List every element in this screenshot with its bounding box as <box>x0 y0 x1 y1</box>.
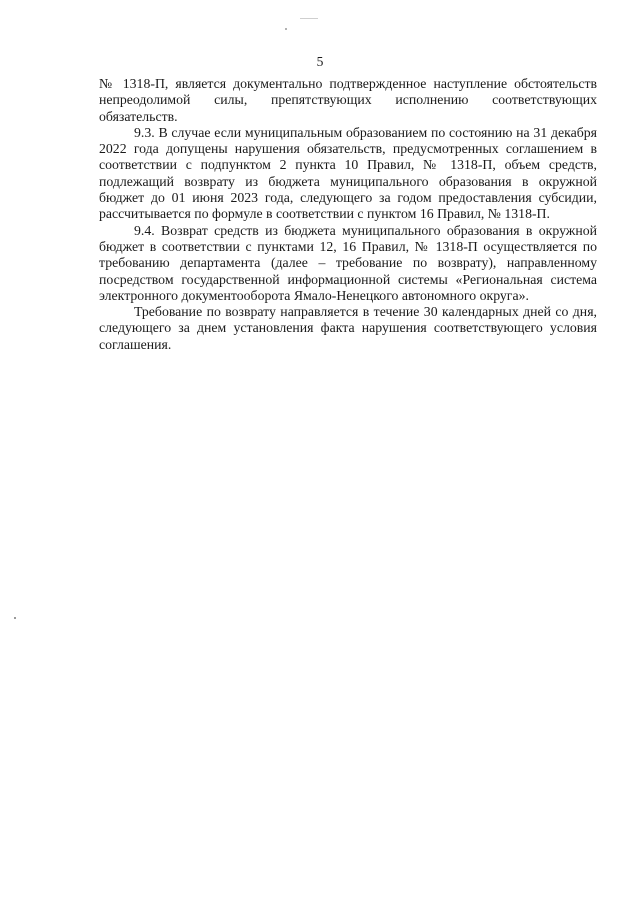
page-number: 5 <box>316 54 324 69</box>
scan-artifact-dot <box>14 617 16 619</box>
document-body <box>99 76 597 353</box>
paragraph-demand-term: Требование по возврату направляется в течение 30 календарных дней со дня, следующего за днем установления факта нарушения соответствующего условия соглашения. <box>99 304 597 352</box>
paragraph-9-4: 9.4. Возврат средств из бюджета муниципального образования в окружной бюджет в соответствии с пунктами 12, 16 Правил, № 1318-П осуществляется по требованию департамента (далее – требование по возврату), направленному посредством государственной информационной системы «Региональная система электронного документооборота Ямало-Ненецкого автономного округа». <box>99 222 597 303</box>
paragraph-9-3: 9.3. В случае если муниципальным образованием по состоянию на 31 декабря 2022 года допущены нарушения обязательств, предусмотренных соглашением в соответствии с подпунктом 2 пункта 10 Правил, № 1318-П, объем средств, подлежащий возврату из бюджета муниципального образования в окружной бюджет до 01 июня 2023 года, следующего за годом предоставления субсидии, рассчитывается по формуле в соответствии с пунктом 16 Правил, № 1318-П. <box>99 124 597 222</box>
scan-artifact-dot <box>285 28 287 30</box>
scan-artifact-line <box>300 18 318 19</box>
paragraph-intro: № 1318-П, является документально подтвержденное наступление обстоятельств непреодолимой силы, препятствующих исполнению соответствующих обязательств. <box>99 76 597 124</box>
